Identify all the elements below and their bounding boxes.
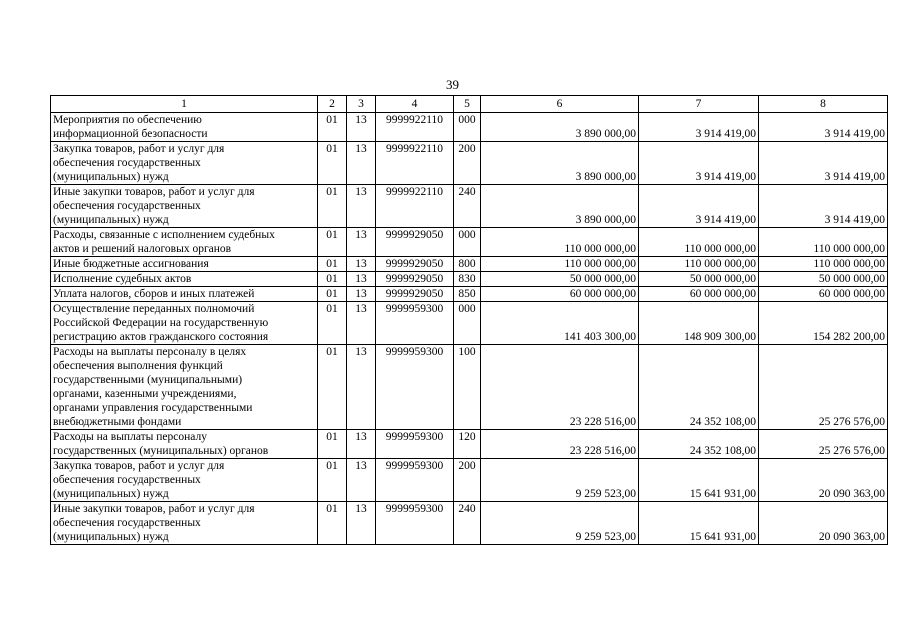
amount-col8-cell: 110 000 000,00 <box>759 228 888 257</box>
expense-type-cell: 830 <box>454 272 481 287</box>
amount-col6-cell: 23 228 516,00 <box>481 345 639 430</box>
header-cell: 1 <box>51 96 318 113</box>
table-row <box>51 113 888 142</box>
subsection-code-cell: 13 <box>347 257 376 272</box>
table-row <box>51 142 888 185</box>
target-article-cell: 9999922110 <box>376 142 454 185</box>
section-code-cell: 01 <box>318 345 347 430</box>
target-article-cell: 9999929050 <box>376 257 454 272</box>
amount-col6-cell: 23 228 516,00 <box>481 430 639 459</box>
subsection-code-cell: 13 <box>347 502 376 545</box>
target-article-cell: 9999959300 <box>376 502 454 545</box>
amount-col6-cell: 141 403 300,00 <box>481 302 639 345</box>
table-row <box>51 185 888 228</box>
amount-col8-cell: 50 000 000,00 <box>759 272 888 287</box>
expense-type-cell: 120 <box>454 430 481 459</box>
target-article-cell: 9999922110 <box>376 185 454 228</box>
expense-type-cell: 000 <box>454 113 481 142</box>
expense-type-cell: 800 <box>454 257 481 272</box>
subsection-code-cell: 13 <box>347 430 376 459</box>
section-code-cell: 01 <box>318 287 347 302</box>
expense-name-cell: Закупка товаров, работ и услуг для обеспечения государственных (муниципальных) нужд <box>51 142 318 185</box>
amount-col8-cell: 3 914 419,00 <box>759 142 888 185</box>
amount-col6-cell: 3 890 000,00 <box>481 142 639 185</box>
target-article-cell: 9999959300 <box>376 345 454 430</box>
subsection-code-cell: 13 <box>347 185 376 228</box>
subsection-code-cell: 13 <box>347 272 376 287</box>
table-row <box>51 430 888 459</box>
table-row <box>51 502 888 545</box>
table-row <box>51 228 888 257</box>
amount-col7-cell: 24 352 108,00 <box>639 430 759 459</box>
amount-col6-cell: 110 000 000,00 <box>481 228 639 257</box>
amount-col8-cell: 110 000 000,00 <box>759 257 888 272</box>
subsection-code-cell: 13 <box>347 345 376 430</box>
subsection-code-cell: 13 <box>347 459 376 502</box>
target-article-cell: 9999929050 <box>376 272 454 287</box>
subsection-code-cell: 13 <box>347 113 376 142</box>
target-article-cell: 9999959300 <box>376 459 454 502</box>
target-article-cell: 9999922110 <box>376 113 454 142</box>
subsection-code-cell: 13 <box>347 142 376 185</box>
subsection-code-cell: 13 <box>347 228 376 257</box>
amount-col8-cell: 154 282 200,00 <box>759 302 888 345</box>
expense-type-cell: 100 <box>454 345 481 430</box>
expense-type-cell: 000 <box>454 302 481 345</box>
section-code-cell: 01 <box>318 502 347 545</box>
amount-col6-cell: 110 000 000,00 <box>481 257 639 272</box>
subsection-code-cell: 13 <box>347 287 376 302</box>
target-article-cell: 9999929050 <box>376 228 454 257</box>
amount-col8-cell: 60 000 000,00 <box>759 287 888 302</box>
expense-name-cell: Мероприятия по обеспечению информационной безопасности <box>51 113 318 142</box>
header-cell: 8 <box>759 96 888 113</box>
section-code-cell: 01 <box>318 113 347 142</box>
header-row <box>51 96 888 113</box>
expense-name-cell: Закупка товаров, работ и услуг для обеспечения государственных (муниципальных) нужд <box>51 459 318 502</box>
amount-col8-cell: 20 090 363,00 <box>759 502 888 545</box>
target-article-cell: 9999959300 <box>376 430 454 459</box>
amount-col8-cell: 20 090 363,00 <box>759 459 888 502</box>
amount-col8-cell: 3 914 419,00 <box>759 113 888 142</box>
section-code-cell: 01 <box>318 302 347 345</box>
expense-type-cell: 240 <box>454 502 481 545</box>
expense-name-cell: Иные закупки товаров, работ и услуг для обеспечения государственных (муниципальных) нужд <box>51 502 318 545</box>
amount-col7-cell: 60 000 000,00 <box>639 287 759 302</box>
expense-name-cell: Исполнение судебных актов <box>51 272 318 287</box>
section-code-cell: 01 <box>318 459 347 502</box>
table-row <box>51 272 888 287</box>
table-row <box>51 287 888 302</box>
amount-col6-cell: 3 890 000,00 <box>481 113 639 142</box>
target-article-cell: 9999959300 <box>376 302 454 345</box>
amount-col7-cell: 50 000 000,00 <box>639 272 759 287</box>
table-row <box>51 257 888 272</box>
header-cell: 7 <box>639 96 759 113</box>
section-code-cell: 01 <box>318 257 347 272</box>
expense-name-cell: Расходы на выплаты персоналу государственных (муниципальных) органов <box>51 430 318 459</box>
amount-col8-cell: 3 914 419,00 <box>759 185 888 228</box>
amount-col6-cell: 50 000 000,00 <box>481 272 639 287</box>
amount-col7-cell: 3 914 419,00 <box>639 142 759 185</box>
amount-col7-cell: 148 909 300,00 <box>639 302 759 345</box>
amount-col8-cell: 25 276 576,00 <box>759 430 888 459</box>
table-row <box>51 459 888 502</box>
subsection-code-cell: 13 <box>347 302 376 345</box>
amount-col6-cell: 9 259 523,00 <box>481 459 639 502</box>
expense-type-cell: 000 <box>454 228 481 257</box>
header-cell: 2 <box>318 96 347 113</box>
amount-col7-cell: 3 914 419,00 <box>639 185 759 228</box>
header-cell: 6 <box>481 96 639 113</box>
expense-name-cell: Расходы, связанные с исполнением судебных актов и решений налоговых органов <box>51 228 318 257</box>
expense-type-cell: 200 <box>454 142 481 185</box>
section-code-cell: 01 <box>318 272 347 287</box>
amount-col6-cell: 3 890 000,00 <box>481 185 639 228</box>
amount-col7-cell: 24 352 108,00 <box>639 345 759 430</box>
header-cell: 5 <box>454 96 481 113</box>
amount-col7-cell: 110 000 000,00 <box>639 228 759 257</box>
expense-name-cell: Иные бюджетные ассигнования <box>51 257 318 272</box>
expense-name-cell: Осуществление переданных полномочий Российской Федерации на государственную регистрацию актов гражданского состояния <box>51 302 318 345</box>
section-code-cell: 01 <box>318 185 347 228</box>
expense-name-cell: Расходы на выплаты персоналу в целях обеспечения выполнения функций государственными (муниципальными) органами, казенными учреждениями, органами управления государственными внебюджетными фондами <box>51 345 318 430</box>
table-row <box>51 345 888 430</box>
section-code-cell: 01 <box>318 430 347 459</box>
section-code-cell: 01 <box>318 142 347 185</box>
expense-type-cell: 240 <box>454 185 481 228</box>
amount-col8-cell: 25 276 576,00 <box>759 345 888 430</box>
table-row <box>51 302 888 345</box>
amount-col7-cell: 15 641 931,00 <box>639 459 759 502</box>
amount-col7-cell: 15 641 931,00 <box>639 502 759 545</box>
expense-type-cell: 200 <box>454 459 481 502</box>
header-cell: 4 <box>376 96 454 113</box>
amount-col7-cell: 110 000 000,00 <box>639 257 759 272</box>
budget-table <box>50 95 888 545</box>
expense-name-cell: Иные закупки товаров, работ и услуг для обеспечения государственных (муниципальных) нужд <box>51 185 318 228</box>
target-article-cell: 9999929050 <box>376 287 454 302</box>
section-code-cell: 01 <box>318 228 347 257</box>
amount-col6-cell: 9 259 523,00 <box>481 502 639 545</box>
page-number: 39 <box>446 77 459 92</box>
expense-type-cell: 850 <box>454 287 481 302</box>
amount-col6-cell: 60 000 000,00 <box>481 287 639 302</box>
expense-name-cell: Уплата налогов, сборов и иных платежей <box>51 287 318 302</box>
header-cell: 3 <box>347 96 376 113</box>
amount-col7-cell: 3 914 419,00 <box>639 113 759 142</box>
